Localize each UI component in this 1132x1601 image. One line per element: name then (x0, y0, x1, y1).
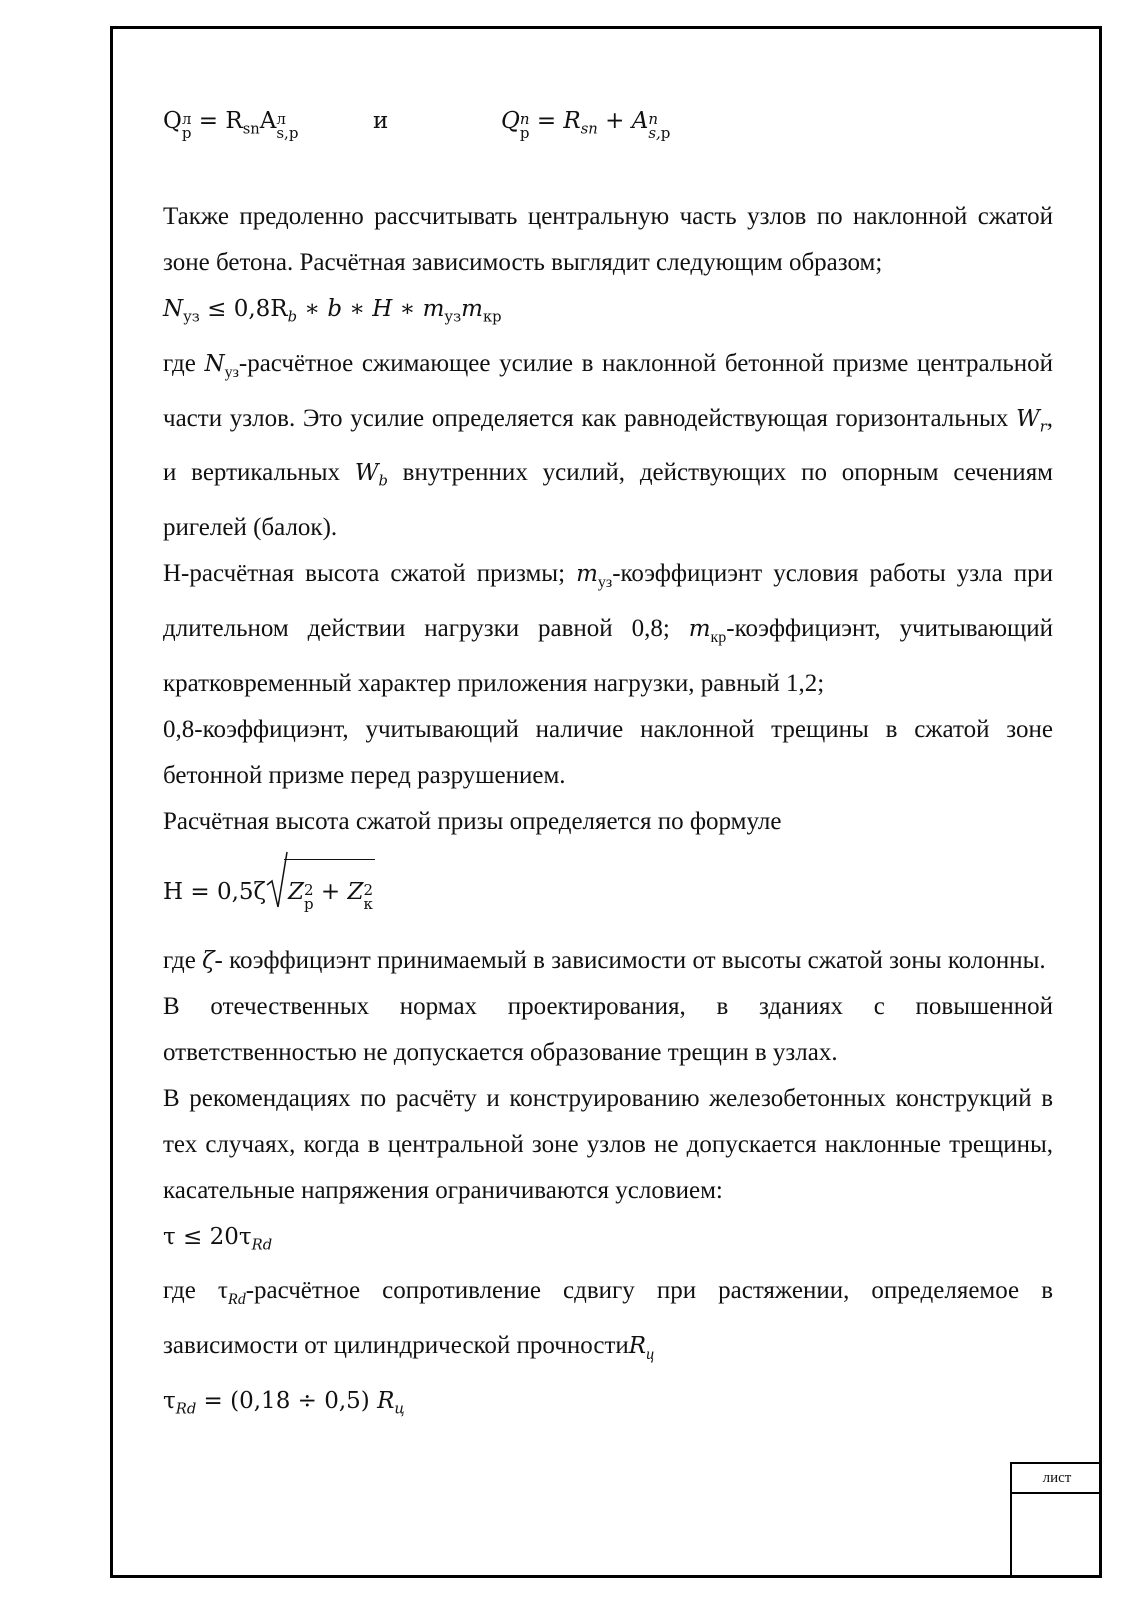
formula-q-left: Q л р = $R_{sn}A$ л s,р (163, 108, 299, 142)
paragraph-3: Н-расчётная высота сжатой призмы; $m_{уз}$-коэффициэнт условия работы узла при длительном действии нагрузки равной 0,8; $m_{кр}$-коэффициэнт, учитывающий кратковременный характер приложения нагрузки, равный 1,2; (163, 559, 1054, 697)
paragraph-6: где ζ- коэффициэнт принимаемый в зависимости от высоты сжатой зоны колонны. (163, 946, 1046, 974)
formula-q-right: Q n р = $R_{sn} + A$ n s,р (501, 108, 671, 142)
formula-connector: и (373, 108, 389, 134)
formula-tau-rd: $\tau_{Rd} = (0,18 \div 0,5)$ $R_ц$ (163, 1388, 405, 1418)
paragraph-2: где $N_{уз}$-расчётное сжимающее усилие в наклонной бетонной призме центральной части узлов. Это усилие определяется как равнодействующая горизонтальных $W_r$, и вертикальных $W_b$ внутренних усилий, действующих по опорным сечениям ригелей (балок). (163, 349, 1054, 541)
paragraph-7: В отечественных нормах проектирования, в зданиях с повышенной ответственностью не допускается образование трещин в узлах. (163, 992, 1053, 1066)
paragraph-5: Расчётная высота сжатой призы определяется по формуле (163, 807, 782, 835)
paragraph-4: 0,8-коэффициэнт, учитывающий наличие наклонной трещины в сжатой зоне бетонной призме перед разрушением. (163, 715, 1053, 789)
formula-tau: $\tau \le 20\tau_{Rd}$ (163, 1223, 273, 1254)
formula-q (163, 100, 1053, 154)
formula-nuz: $N_{уз} \le 0,8R_b$ ∗ b ∗ H ∗ $m_{уз}m_{кр}$ (163, 296, 502, 326)
sheet-label: лист (1012, 1464, 1102, 1494)
document-body (163, 100, 1053, 1433)
paragraph-1: Также предоленно рассчитывать центральную часть узлов по наклонной сжатой зоне бетона. Расчётная зависимость выглядит следующим образом; (163, 203, 1053, 276)
paragraph-9: где $\tau_{Rd}$-расчётное сопротивление сдвигу при растяжении, определяемое в зависимости от цилиндрической прочностиR$_ц$ (163, 1277, 1053, 1364)
paragraph-8: В рекомендациях по расчёту и конструированию железобетонных конструкций в тех случаях, когда в центральной зоне узлов не допускается наклонные трещины, касательные напряжения ограничиваются условием: (163, 1084, 1053, 1204)
sheet-title-block (1010, 1462, 1102, 1578)
formula-h: H = 0,5ζ Z 2 р + Z 2 к (163, 859, 1053, 920)
